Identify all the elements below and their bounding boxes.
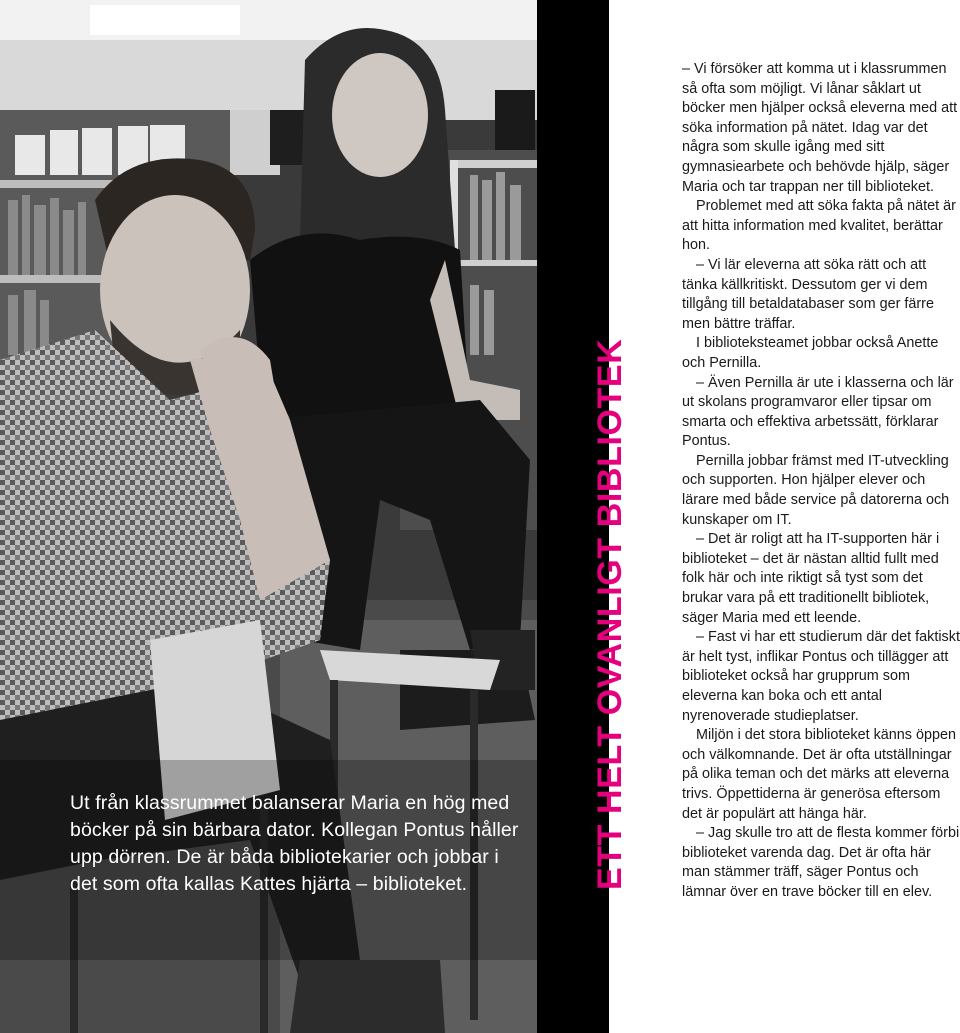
article-paragraph: – Även Pernilla är ute i klasserna och lär ut skolans programvaror eller tipsar om smarta och effektiva arbetssätt, förklarar Pontus. xyxy=(682,374,954,450)
article-body xyxy=(682,60,960,903)
article-paragraph: Miljön i det stora biblioteket känns öppen och välkomnande. Det är ofta utställningar på olika teman och det märks att eleverna trivs. Öppettiderna är generösa eftersom det är populärt att hänga här. xyxy=(682,727,956,822)
headline: ETT HELT OVANLIGT BIBLIOTEK xyxy=(591,338,629,890)
article-paragraph: Pernilla jobbar främst med IT-utveckling och supporten. Hon hjälper elever och lärare med både service på datorerna och kunskaper om IT. xyxy=(682,452,950,528)
photo-caption: Ut från klassrummet balanserar Maria en hög med böcker på sin bärbara dator. Kollegan Pontus håller upp dörren. De är båda bibliotekarier och jobbar i det som ofta kallas Kattes hjärta – biblioteket. xyxy=(70,792,519,895)
article-paragraph: – Jag skulle tro att de flesta kommer förbi biblioteket varenda dag. Det är ofta här man stämmer träff, säger Pontus och lämnar över en trave böcker till en elev. xyxy=(682,825,960,900)
article-paragraph: I biblioteksteamet jobbar också Anette och Pernilla. xyxy=(682,335,939,371)
article-paragraph: – Det är roligt att ha IT-supporten här i biblioteket – det är nästan alltid fullt med folk här och inte riktigt så tyst som det brukar vara på ett traditionellt bibliotek, säger Maria med ett leende. xyxy=(682,531,940,626)
article-paragraph: – Fast vi har ett studierum där det faktiskt är helt tyst, inflikar Pontus och tillägger att biblioteket också har grupprum som eleverna kan boka och ett antal nyrenoverade studieplatser. xyxy=(682,629,960,724)
article-paragraph: Problemet med att söka fakta på nätet är att hitta information med kvalitet, berättar hon. xyxy=(682,198,956,254)
article-paragraph: – Vi lär eleverna att söka rätt och att tänka källkritiskt. Dessutom ger vi dem tillgång till betaldatabaser som ger färre men bättre träffar. xyxy=(682,256,934,332)
article-paragraph: – Vi försöker att komma ut i klassrummen så ofta som möjligt. Vi lånar såklart ut böcker men hjälper också eleverna med att söka information på nätet. Idag var det några som skulle igång med sitt gymnasiearbete och behövde hjälp, säger Maria och tar trappan ner till biblioteket. xyxy=(682,61,958,195)
